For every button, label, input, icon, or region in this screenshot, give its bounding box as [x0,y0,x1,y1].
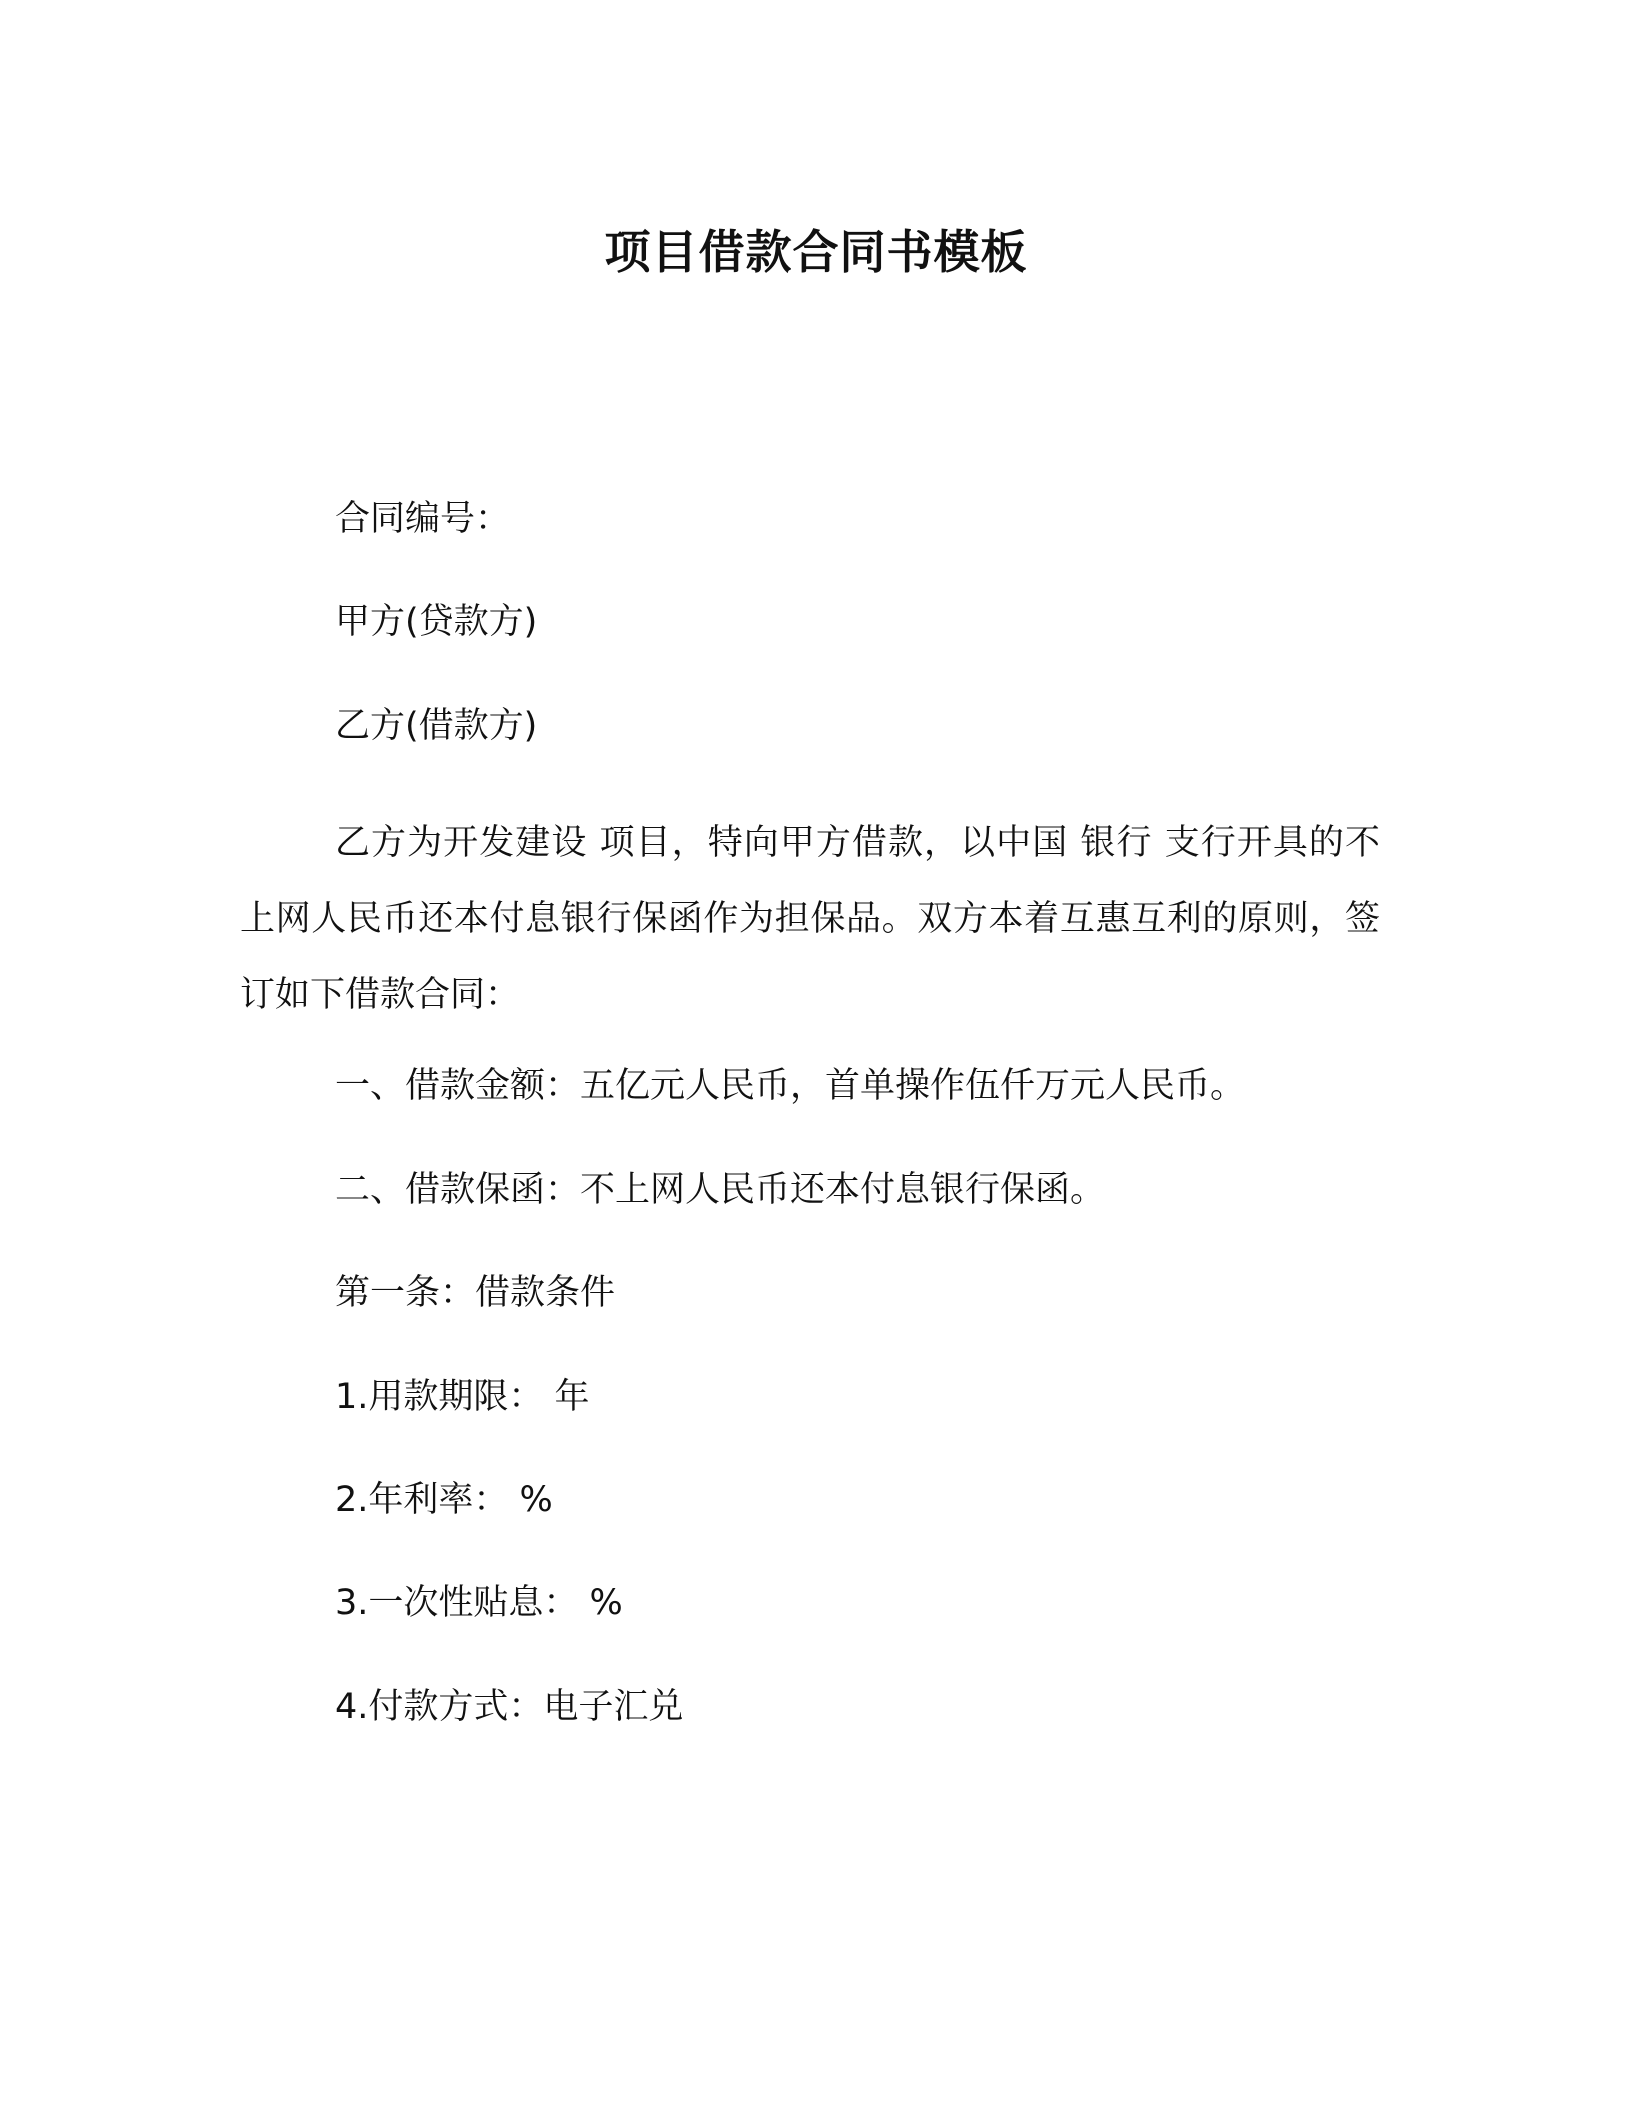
term-loan-period: 1.用款期限： 年 [335,1377,590,1417]
term-payment-method: 4.付款方式：电子汇兑 [335,1687,684,1727]
loan-amount-line: 一、借款金额：五亿元人民币，首单操作伍仟万元人民币。 [335,1066,1246,1106]
party-a-line: 甲方(贷款方) [335,602,538,642]
party-b-line: 乙方(借款方) [335,706,538,746]
intro-paragraph: 乙方为开发建设 项目，特向甲方借款，以中国 银行 支行开具的不上网人民币还本付息银行保函作为担保品。双方本着互惠互利的原则，签订如下借款合同： [240,823,1380,1015]
document-title: 项目借款合同书模板 [604,225,1028,279]
article-1-heading: 第一条：借款条件 [335,1273,616,1313]
contract-number-line: 合同编号： [335,499,511,539]
loan-guarantee-line: 二、借款保函：不上网人民币还本付息银行保函。 [335,1170,1106,1210]
term-interest-discount: 3.一次性贴息： % [335,1583,623,1623]
term-annual-rate: 2.年利率： % [335,1480,553,1520]
